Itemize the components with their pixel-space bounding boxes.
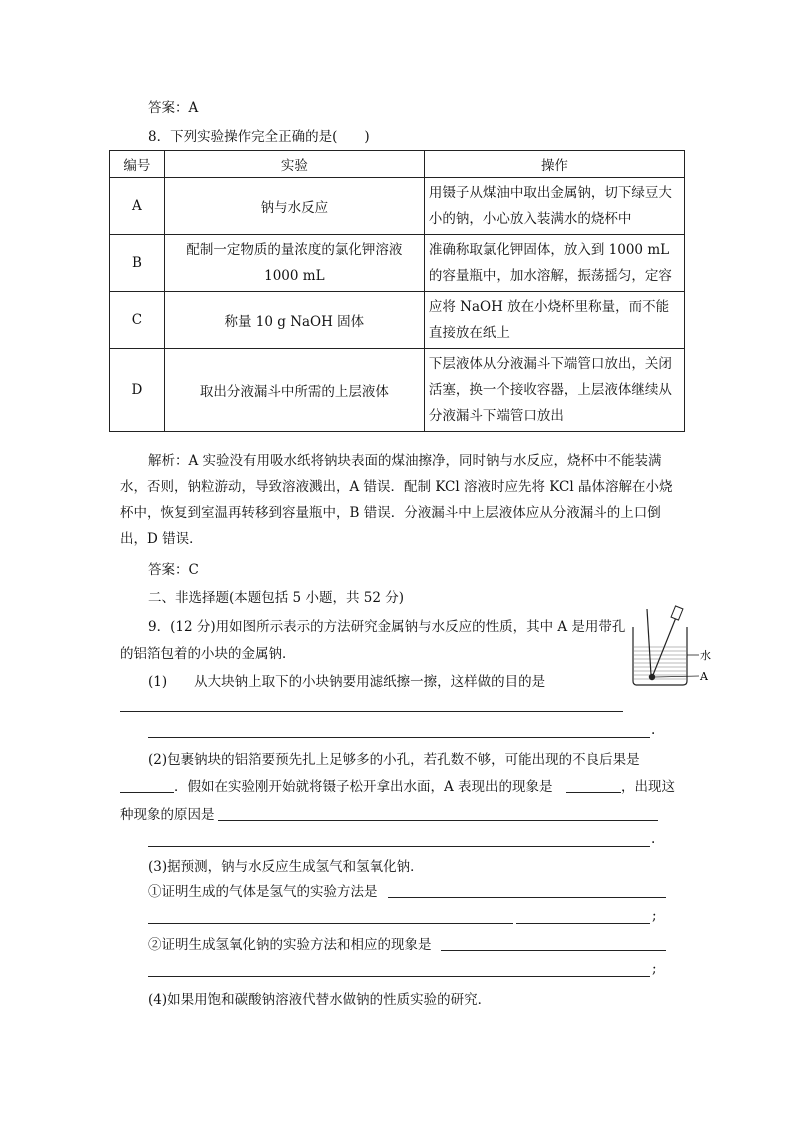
operation-line: 用镊子从煤油中取出金属钠，切下绿豆大 bbox=[428, 185, 672, 201]
header-experiment: 实验 bbox=[164, 151, 424, 178]
question-8-title: 8．下列实验操作完全正确的是( ) bbox=[148, 129, 370, 145]
table-row bbox=[110, 349, 685, 432]
row-experiment: 钠与水反应 bbox=[164, 178, 424, 235]
answer-blank[interactable] bbox=[148, 846, 650, 847]
operation-line: 小的钠，小心放入装满水的烧杯中 bbox=[428, 211, 632, 227]
end-semicolon: ; bbox=[652, 908, 657, 924]
question-9-part-2-line-2a: ．假如在实验刚开始就将镊子松开拿出水面，A 表现出的现象是 bbox=[174, 779, 553, 795]
row-operation bbox=[424, 178, 684, 235]
question-8-answer: 答案：C bbox=[148, 562, 199, 578]
question-9-part-2-line-2b: ，出现这 bbox=[621, 779, 675, 795]
previous-answer: 答案：A bbox=[148, 100, 199, 116]
figure-label-a: A bbox=[700, 670, 708, 683]
row-id: B bbox=[110, 235, 165, 292]
beaker-figure bbox=[625, 605, 715, 687]
experiment-line: 1000 mL bbox=[264, 268, 325, 284]
end-period: . bbox=[651, 722, 656, 738]
question-9-part-2-line-1: (2)包裹钠块的铝箔要预先扎上足够多的小孔，若孔数不够，可能出现的不良后果是 bbox=[148, 752, 640, 768]
answer-blank[interactable] bbox=[388, 897, 666, 898]
row-experiment bbox=[164, 235, 424, 292]
row-id: A bbox=[110, 178, 165, 235]
operation-line: 下层液体从分液漏斗下端管口放出，关闭 bbox=[428, 356, 672, 372]
answer-blank[interactable] bbox=[566, 792, 621, 793]
operation-line: 的容量瓶中，加水溶解，振荡摇匀，定容 bbox=[428, 268, 672, 284]
section-2-heading: 二、非选择题(本题包括 5 小题，共 52 分) bbox=[148, 590, 404, 606]
end-period: . bbox=[651, 831, 656, 847]
answer-blank[interactable] bbox=[120, 792, 174, 793]
answer-blank[interactable] bbox=[218, 820, 658, 821]
experiment-line: 配制一定物质的量浓度的氯化钾溶液 bbox=[186, 242, 403, 258]
header-operation: 操作 bbox=[424, 151, 684, 178]
operation-line: 准确称取氯化钾固体，放入到 1000 mL bbox=[428, 242, 670, 258]
header-id: 编号 bbox=[110, 151, 165, 178]
answer-blank[interactable] bbox=[148, 737, 650, 738]
table-header-row bbox=[110, 151, 685, 178]
answer-blank[interactable] bbox=[120, 711, 623, 712]
row-operation bbox=[424, 349, 684, 432]
row-experiment: 称量 10 g NaOH 固体 bbox=[164, 292, 424, 349]
answer-blank[interactable] bbox=[441, 950, 666, 951]
answer-blank[interactable] bbox=[148, 923, 513, 924]
figure-label-water: 水 bbox=[700, 649, 711, 662]
operation-line: 应将 NaOH 放在小烧杯里称量，而不能 bbox=[428, 299, 670, 315]
question-9-part-3-2: ②证明生成氢氧化钠的实验方法和相应的现象是 bbox=[148, 937, 432, 953]
table-row bbox=[110, 235, 685, 292]
operation-line: 直接放在纸上 bbox=[428, 325, 510, 341]
row-experiment: 取出分液漏斗中所需的上层液体 bbox=[164, 349, 424, 432]
question-9-intro-line-1: 9．(12 分)用如图所示表示的方法研究金属钠与水反应的性质，其中 A 是用带孔 bbox=[148, 619, 626, 635]
question-9-intro-line-2: 的铝箔包着的小块的金属钠． bbox=[120, 646, 296, 662]
row-id: D bbox=[110, 349, 165, 432]
table-row bbox=[110, 292, 685, 349]
answer-blank[interactable] bbox=[148, 976, 650, 977]
table-row bbox=[110, 178, 685, 235]
operation-line: 活塞，换一个接收容器，上层液体继续从 bbox=[428, 382, 672, 398]
question-9-part-2-line-3: 种现象的原因是 bbox=[120, 807, 215, 823]
question-9-part-3: (3)据预测，钠与水反应生成氢气和氢氧化钠． bbox=[148, 859, 424, 875]
row-id: C bbox=[110, 292, 165, 349]
operation-line: 分液漏斗下端管口放出 bbox=[428, 408, 564, 424]
end-semicolon: ; bbox=[652, 961, 657, 977]
question-9-part-4: (4)如果用饱和碳酸钠溶液代替水做钠的性质实验的研究． bbox=[148, 992, 492, 1008]
question-8-analysis: 解析：A 实验没有用吸水纸将钠块表面的煤油擦净，同时钠与水反应，烧杯中不能装满水，否则，钠粒游动，导致溶液溅出，A 错误．配制 KCl 溶液时应先将 KCl 晶体溶解在小烧杯中，恢复到室温再转移到容量瓶中，B 错误．分液漏斗中上层液体应从分液漏斗的上口倒出，D 错误． bbox=[120, 453, 673, 547]
question-8-table bbox=[109, 150, 685, 432]
answer-blank[interactable] bbox=[516, 923, 650, 924]
question-9-part-1: (1) 从大块钠上取下的小块钠要用滤纸擦一擦，这样做的目的是 bbox=[148, 674, 546, 690]
row-operation bbox=[424, 292, 684, 349]
row-operation bbox=[424, 235, 684, 292]
question-9-part-3-1: ①证明生成的气体是氢气的实验方法是 bbox=[148, 884, 378, 900]
